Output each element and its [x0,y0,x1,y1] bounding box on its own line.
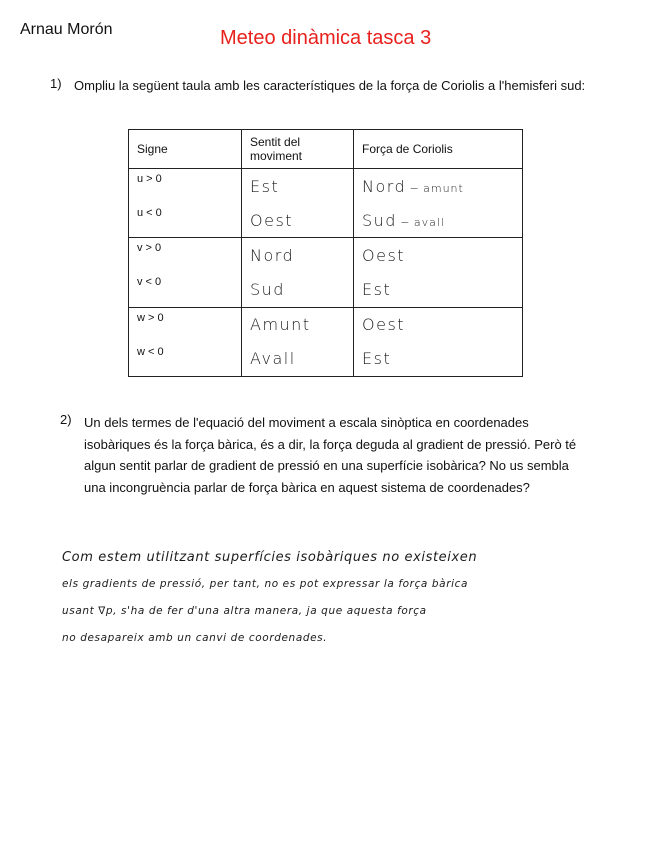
cell-sign: u > 0 [129,169,242,204]
cell-sign: u < 0 [129,203,242,238]
question-1-text: Ompliu la següent taula amb les característiques de la força de Coriolis a l'hemisferi sud: [74,78,586,93]
cell-sign: w < 0 [129,342,242,377]
answer-line-2: els gradients de pressió, per tant, no es pot expressar la força bàrica [62,578,469,590]
cell-sign: v < 0 [129,272,242,307]
header-direction: Sentit del moviment [242,130,354,169]
cell-coriolis: Est [354,272,523,307]
question-1-number: 1) [50,76,62,91]
answer-line-3: usant ∇p, s'ha de fer d'una altra manera, ja que aquesta força [62,605,427,617]
cell-coriolis: Nord ~ amunt [354,169,523,204]
table-row [129,169,523,204]
answer-line-4: no desapareix amb un canvi de coordenades. [62,632,328,644]
table-row [129,307,523,342]
cell-coriolis: Oest [354,307,523,342]
cell-direction: Oest [242,203,354,238]
author-name: Arnau Morón [20,21,113,38]
cell-direction: Amunt [242,307,354,342]
table-row [129,272,523,307]
cell-direction: Avall [242,342,354,377]
table-header-row [129,130,523,169]
cell-direction: Nord [242,238,354,273]
header-sign: Signe [129,130,242,169]
question-2-number: 2) [60,412,72,427]
cell-direction: Sud [242,272,354,307]
cell-coriolis: Oest [354,238,523,273]
table-row [129,342,523,377]
cell-coriolis: Sud ~ avall [354,203,523,238]
answer-line-1: Com estem utilitzant superfícies isobàriques no existeixen [62,550,478,565]
document-title: Meteo dinàmica tasca 3 [220,27,432,49]
cell-sign: w > 0 [129,307,242,342]
table-row [129,238,523,273]
coriolis-table [128,129,523,377]
handwritten-answer [62,544,602,652]
table-row [129,203,523,238]
cell-direction: Est [242,169,354,204]
cell-sign: v > 0 [129,238,242,273]
question-2-text: Un dels termes de l'equació del moviment a escala sinòptica en coordenades isobàriques és la força bàrica, és a dir, la força deguda al gradient de pressió. Però té algun sentit parlar de gradient de pressió en una superfície isobàrica? No us sembla una incongruència parlar de força bàrica en aquest sistema de coordenades? [84,415,577,495]
header-coriolis: Força de Coriolis [354,130,523,169]
cell-coriolis: Est [354,342,523,377]
